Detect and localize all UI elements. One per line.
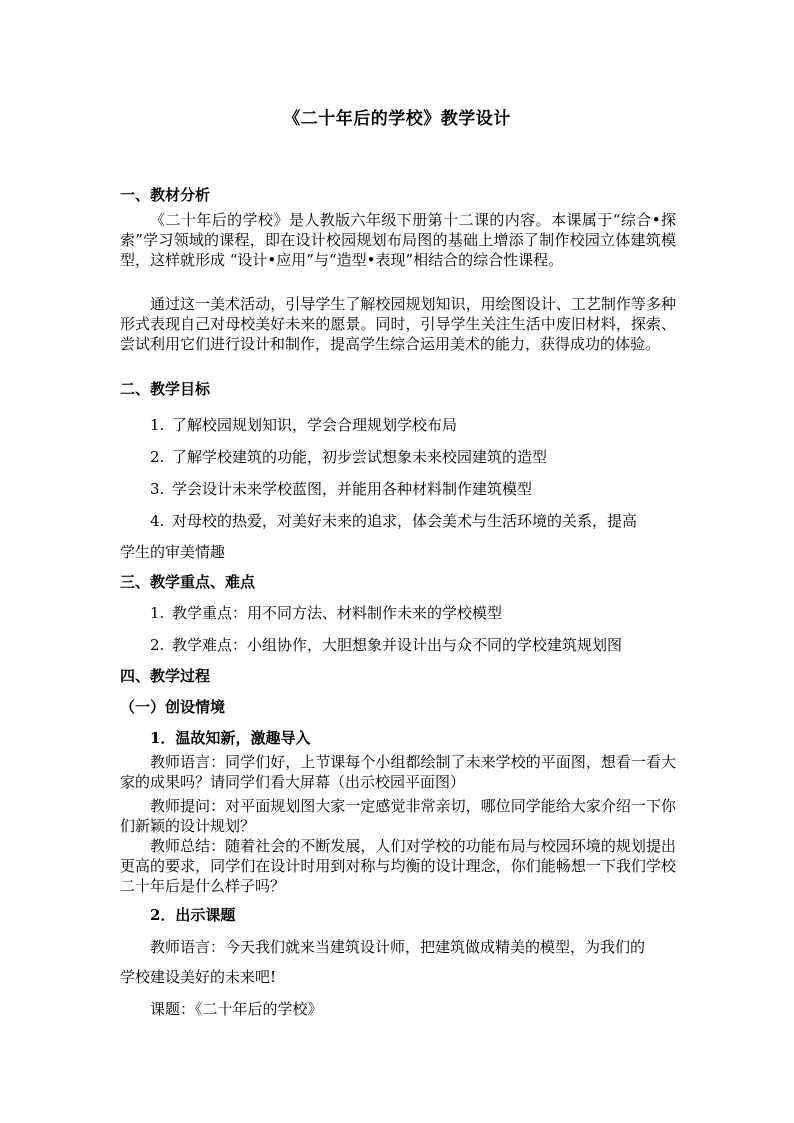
goal-item-number: 3. <box>150 480 165 498</box>
goal-item-2 <box>150 446 547 467</box>
goal-item-4 <box>150 510 637 531</box>
subsection-heading-create-scenario: （一）创设情境 <box>120 698 226 716</box>
section-heading-key-points: 三、教学重点、难点 <box>120 573 256 591</box>
goal-item-number: 1. <box>150 416 165 434</box>
document-title: 《二十年后的学校》教学设计 <box>283 109 511 129</box>
section-heading-teaching-goals: 二、教学目标 <box>120 380 211 398</box>
paragraph-material-analysis-1: 《二十年后的学校》是人教版六年级下册第十二课的内容。本课属于“综合•探索”学习领域的课程，即在设计校园规划布局图的基础上增添了制作校园立体建筑模型，这样就形成 “设计•应用”与“造型•表现”相结合的综合性课程。 <box>120 211 676 269</box>
section-heading-teaching-process: 四、教学过程 <box>120 667 211 685</box>
goal-item-number: 4. <box>150 512 165 530</box>
key-point-text: 教学重点：用不同方法、材料制作未来的学校模型 <box>172 604 503 622</box>
goal-item-text: 了解学校建筑的功能，初步尝试想象未来校园建筑的造型 <box>172 448 548 466</box>
goal-item-text: 了解校园规划知识，学会合理规划学校布局 <box>172 416 458 434</box>
paragraph-teacher-speech-2-line-2: 学校建设美好的未来吧! <box>120 968 277 986</box>
lesson-topic-line: 课题：《二十年后的学校》 <box>150 1000 323 1018</box>
step-heading-review: 1．温故知新，激趣导入 <box>150 729 311 747</box>
goal-item-3 <box>150 478 532 499</box>
key-point-number: 2. <box>150 636 165 654</box>
section-heading-material-analysis: 一、教材分析 <box>120 186 211 204</box>
paragraph-teacher-question: 教师提问：对平面规划图大家一定感觉非常亲切，哪位同学能给大家介绍一下你们新颖的设计规划？ <box>120 797 676 835</box>
paragraph-teacher-summary: 教师总结：随着社会的不断发展，人们对学校的功能布局与校园环境的规划提出更高的要求，同学们在设计时用到对称与均衡的设计理念，你们能畅想一下我们学校二十年后是什么样子吗？ <box>120 837 676 895</box>
goal-item-1 <box>150 414 457 435</box>
step-heading-show-topic: 2．出示课题 <box>150 906 236 924</box>
goal-item-text: 对母校的热爱，对美好未来的追求，体会美术与生活环境的关系，提高 <box>172 512 638 530</box>
paragraph-teacher-speech-1: 教师语言：同学们好，上节课每个小组都绘制了未来学校的平面图，想看一看大家的成果吗？请同学们看大屏幕（出示校园平面图） <box>120 753 676 791</box>
goal-item-number: 2. <box>150 448 165 466</box>
key-point-number: 1. <box>150 604 165 622</box>
paragraph-material-analysis-2: 通过这一美术活动，引导学生了解校园规划知识，用绘图设计、工艺制作等多种形式表现自己对母校美好未来的愿景。同时，引导学生关注生活中废旧材料，探索、尝试利用它们进行设计和制作，提高学生综合运用美术的能力，获得成功的体验。 <box>120 295 676 353</box>
key-point-text: 教学难点：小组协作，大胆想象并设计出与众不同的学校建筑规划图 <box>172 636 623 654</box>
key-point-item-1 <box>150 602 502 623</box>
goal-item-text: 学会设计未来学校蓝图，并能用各种材料制作建筑模型 <box>172 480 533 498</box>
goal-item-4-continuation: 学生的审美情趣 <box>120 543 226 561</box>
paragraph-teacher-speech-2-line-1: 教师语言：今天我们就来当建筑设计师，把建筑做成精美的模型，为我们的 <box>150 938 646 956</box>
key-point-item-2 <box>150 634 622 655</box>
